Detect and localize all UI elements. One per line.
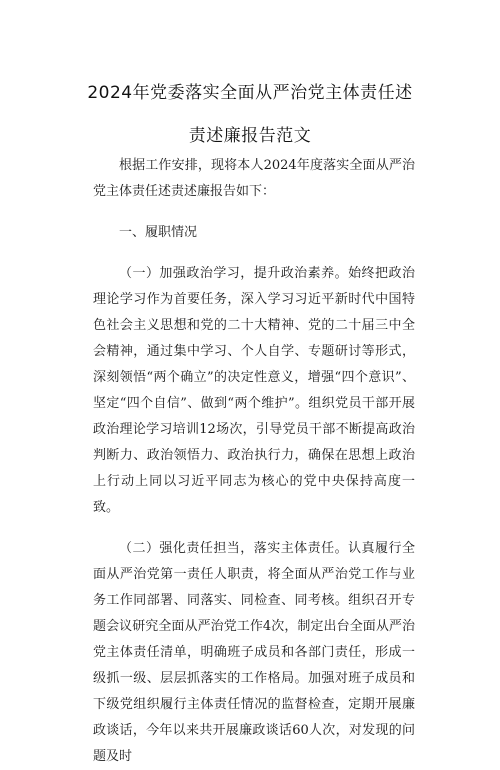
section-heading-performance: 一、履职情况: [119, 225, 198, 240]
paragraph-gap: [93, 246, 415, 261]
document-title-line-2: 责述廉报告范文: [188, 126, 312, 146]
paragraph-gap: [93, 205, 415, 220]
document-body: [93, 153, 415, 770]
paragraph-gap: [93, 521, 415, 536]
document-title-line-1: 2024年党委落实全面从严治党主体责任述: [87, 83, 413, 103]
intro-paragraph: 根据工作安排，现将本人2024年度落实全面从严治党主体责任述责述廉报告如下：: [93, 158, 415, 199]
paragraph-political-study: （一）加强政治学习，提升政治素养。始终把政治理论学习作为首要任务，深入学习习近平新时代中国特色社会主义思想和党的二十大精神、党的二十届三中全会精神，通过集中学习、个人自学、专题研讨等形式，深刻领悟“两个确立”的决定性意义，增强“四个意识”、坚定“四个自信”、做到“两个维护”。组织党员干部开展政治理论学习培训12场次，引导党员干部不断提高政治判断力、政治领悟力、政治执行力，确保在思想上政治上行动上同以习近平同志为核心的党中央保持高度一致。: [93, 266, 415, 515]
paragraph-responsibility: （二）强化责任担当，落实主体责任。认真履行全面从严治党第一责任人职责，将全面从严治党工作与业务工作同部署、同落实、同检查、同考核。组织召开专题会议研究全面从严治党工作4次，制定出台全面从严治党主体责任清单，明确班子成员和各部门责任，形成一级抓一级、层层抓落实的工作格局。加强对班子成员和下级党组织履行主体责任情况的监督检查，定期开展廉政谈话，今年以来共开展廉政谈话60人次，对发现的问题及时: [93, 541, 415, 764]
